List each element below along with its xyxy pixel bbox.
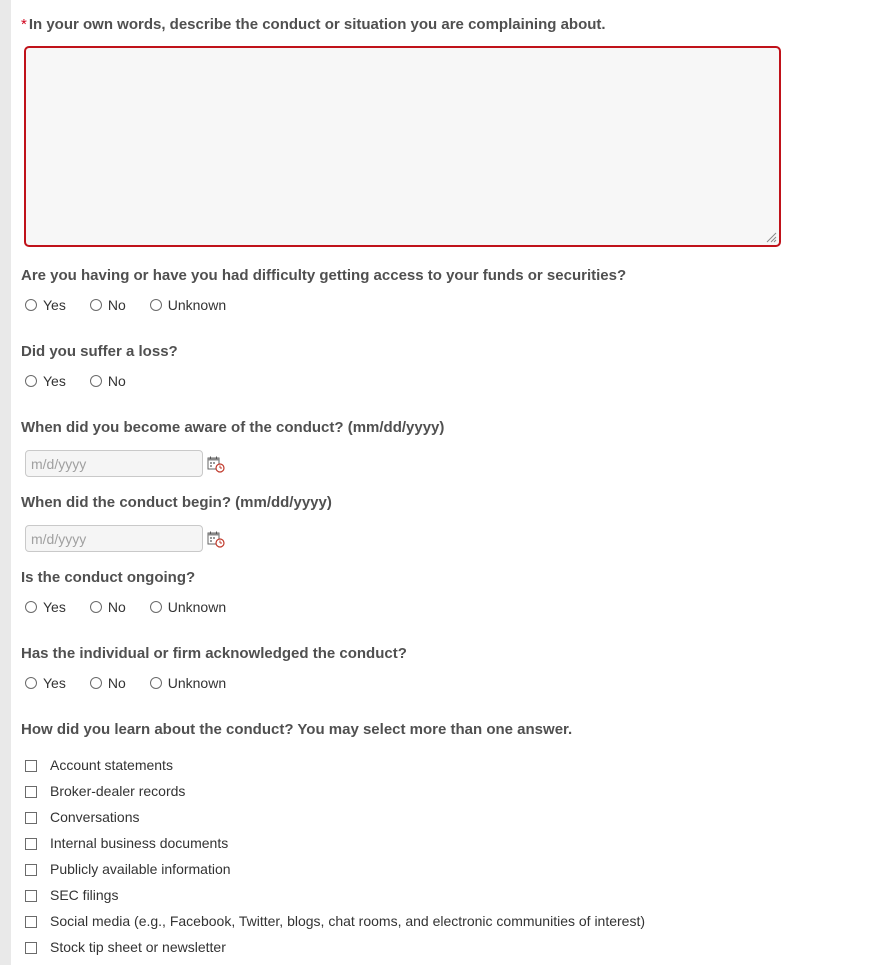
radio-label: Unknown (167, 675, 227, 691)
loss-radio-no[interactable] (90, 373, 126, 389)
checkbox-label: Account statements (50, 757, 173, 773)
checkbox-stock-tip-sheet[interactable] (25, 934, 645, 960)
learn-checkbox-list (25, 752, 645, 960)
ongoing-radio-yes[interactable] (25, 599, 66, 615)
description-label (21, 16, 606, 33)
checkbox-sec-filings[interactable] (25, 882, 645, 908)
radio-label: No (107, 373, 126, 389)
access-radio-unknown[interactable] (150, 297, 226, 313)
checkbox[interactable] (25, 916, 37, 928)
acknowledged-radio-group (25, 675, 250, 691)
aware-date-label: When did you become aware of the conduct? (mm/dd/yyyy) (21, 419, 445, 436)
loss-question-label: Did you suffer a loss? (21, 343, 178, 360)
resize-grip-icon[interactable] (765, 231, 777, 243)
radio-circle[interactable] (25, 375, 37, 387)
description-label-text: In your own words, describe the conduct or situation you are complaining about. (28, 16, 606, 33)
radio-label: Unknown (167, 297, 227, 313)
calendar-clock-icon[interactable] (207, 455, 225, 473)
radio-label: No (107, 297, 126, 313)
acknowledged-radio-yes[interactable] (25, 675, 66, 691)
checkbox-label: Stock tip sheet or newsletter (50, 939, 226, 955)
ongoing-radio-unknown[interactable] (150, 599, 226, 615)
checkbox[interactable] (25, 760, 37, 772)
required-marker: * (21, 16, 27, 33)
checkbox-internal-business-documents[interactable] (25, 830, 645, 856)
checkbox-social-media[interactable] (25, 908, 645, 934)
radio-circle[interactable] (25, 677, 37, 689)
checkbox-label: SEC filings (50, 887, 119, 903)
radio-circle[interactable] (25, 299, 37, 311)
checkbox[interactable] (25, 864, 37, 876)
radio-label: Yes (43, 599, 66, 615)
checkbox-label: Publicly available information (50, 861, 231, 877)
radio-circle[interactable] (90, 677, 102, 689)
checkbox[interactable] (25, 786, 37, 798)
access-radio-yes[interactable] (25, 297, 66, 313)
begin-date-label: When did the conduct begin? (mm/dd/yyyy) (21, 494, 332, 511)
access-radio-no[interactable] (90, 297, 126, 313)
checkbox-label: Conversations (50, 809, 140, 825)
acknowledged-question-label: Has the individual or firm acknowledged the conduct? (21, 645, 407, 662)
loss-radio-group (25, 373, 150, 389)
checkbox-label: Social media (e.g., Facebook, Twitter, blogs, chat rooms, and electronic communities of interest) (50, 913, 646, 929)
checkbox-publicly-available-information[interactable] (25, 856, 645, 882)
radio-label: Yes (43, 297, 66, 313)
checkbox[interactable] (25, 942, 37, 954)
begin-date-input[interactable] (25, 525, 203, 552)
access-question-label: Are you having or have you had difficulty getting access to your funds or securities? (21, 267, 627, 284)
description-textarea[interactable] (24, 46, 781, 247)
ongoing-radio-no[interactable] (90, 599, 126, 615)
checkbox-broker-dealer-records[interactable] (25, 778, 645, 804)
aware-date-field (25, 450, 225, 477)
radio-label: No (107, 599, 126, 615)
radio-circle[interactable] (90, 375, 102, 387)
ongoing-radio-group (25, 599, 250, 615)
access-radio-group (25, 297, 250, 313)
left-rail (0, 0, 11, 965)
calendar-clock-icon[interactable] (207, 530, 225, 548)
radio-label: Yes (43, 675, 66, 691)
loss-radio-yes[interactable] (25, 373, 66, 389)
begin-date-field (25, 525, 225, 552)
checkbox-conversations[interactable] (25, 804, 645, 830)
checkbox[interactable] (25, 890, 37, 902)
checkbox[interactable] (25, 838, 37, 850)
radio-circle[interactable] (150, 299, 162, 311)
learn-question-label: How did you learn about the conduct? You may select more than one answer. (21, 721, 573, 738)
checkbox-label: Internal business documents (50, 835, 229, 851)
radio-label: No (107, 675, 126, 691)
ongoing-question-label: Is the conduct ongoing? (21, 569, 196, 586)
checkbox-account-statements[interactable] (25, 752, 645, 778)
acknowledged-radio-no[interactable] (90, 675, 126, 691)
aware-date-input[interactable] (25, 450, 203, 477)
radio-circle[interactable] (150, 601, 162, 613)
radio-label: Unknown (167, 599, 227, 615)
radio-circle[interactable] (90, 601, 102, 613)
radio-circle[interactable] (90, 299, 102, 311)
acknowledged-radio-unknown[interactable] (150, 675, 226, 691)
radio-circle[interactable] (150, 677, 162, 689)
checkbox-label: Broker-dealer records (50, 783, 186, 799)
radio-label: Yes (43, 373, 66, 389)
radio-circle[interactable] (25, 601, 37, 613)
checkbox[interactable] (25, 812, 37, 824)
